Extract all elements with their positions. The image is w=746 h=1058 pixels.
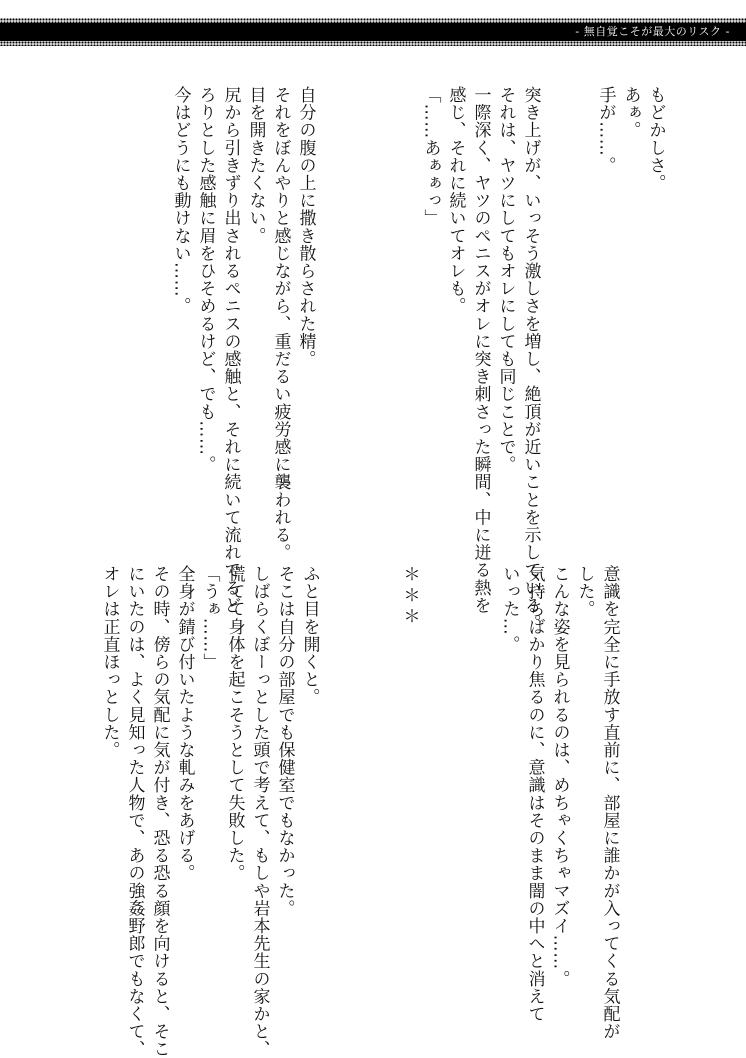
- text-line: 「……あぁぁっ」: [420, 86, 441, 227]
- text-line: その時、傍らの気配に気が付き、恐る恐る顔を向けると、そこ: [149, 565, 170, 1058]
- text-line: そこは自分の部屋でも保健室でもなかった。: [274, 565, 295, 917]
- text-line: こんな姿を見られるのは、めちゃくちゃマズイ……。: [549, 565, 570, 988]
- text-line: 尻から引きずり出されるペニスの感触と、それに続いて流れでるど: [220, 86, 241, 614]
- header-halftone-bottom: [0, 41, 746, 46]
- text-line: 今はどうにも動けない……。: [170, 86, 191, 315]
- text-line: あぁ。: [620, 86, 641, 139]
- text-line: それは、ヤツにしてもオレにしても同じことで。: [495, 86, 516, 474]
- text-line: 全身が錆び付いたような軋みをあげる。: [174, 565, 195, 882]
- text-line: それをぼんやりと感じながら、重だるい疲労感に襲われる。: [270, 86, 291, 562]
- header-title: - 無自覚こそが最大のリスク -: [575, 25, 730, 38]
- text-line: 慌てて身体を起こそうとして失敗した。: [224, 565, 245, 882]
- scene-break: ＊＊＊: [399, 565, 420, 628]
- text-line: ろりとした感触に眉をひそめるけど、でも……。: [195, 86, 216, 474]
- text-line: 手が……。: [595, 86, 616, 174]
- text-line: した。: [574, 565, 595, 618]
- running-header: [0, 18, 746, 46]
- text-line: 自分の腹の上に撒き散らされた精。: [295, 86, 316, 368]
- text-line: 目を開きたくない。: [245, 86, 266, 245]
- text-line: いった…。: [499, 565, 520, 653]
- text-line: 一際深く、ヤツのペニスがオレに突き刺さった瞬間、中に迸る熱を: [470, 86, 491, 614]
- text-line: もどかしさ。: [645, 86, 666, 192]
- text-line: しばらくぼーっとした頭で考えて、もしや岩本先生の家かと、: [249, 565, 270, 1058]
- text-line: 「うぁ……」: [199, 565, 220, 671]
- text-line: 意識を完全に手放す直前に、部屋に誰かが入ってくる気配が: [599, 565, 620, 1041]
- text-line: 突き上げが、いっそう激しさを増し、絶頂が近いことを示している。: [520, 86, 541, 632]
- text-line: 気持ちばかり焦るのに、意識はそのまま闇の中へと消えて: [524, 565, 545, 1023]
- text-line: にいたのは、よく見知った人物で、あの強姦野郎でもなくて、: [124, 565, 145, 1058]
- text-line: ふと目を開くと。: [299, 565, 320, 706]
- text-line: オレは正直ほっとした。: [99, 565, 120, 759]
- text-line: 感じ、それに続いてオレも。: [445, 86, 466, 315]
